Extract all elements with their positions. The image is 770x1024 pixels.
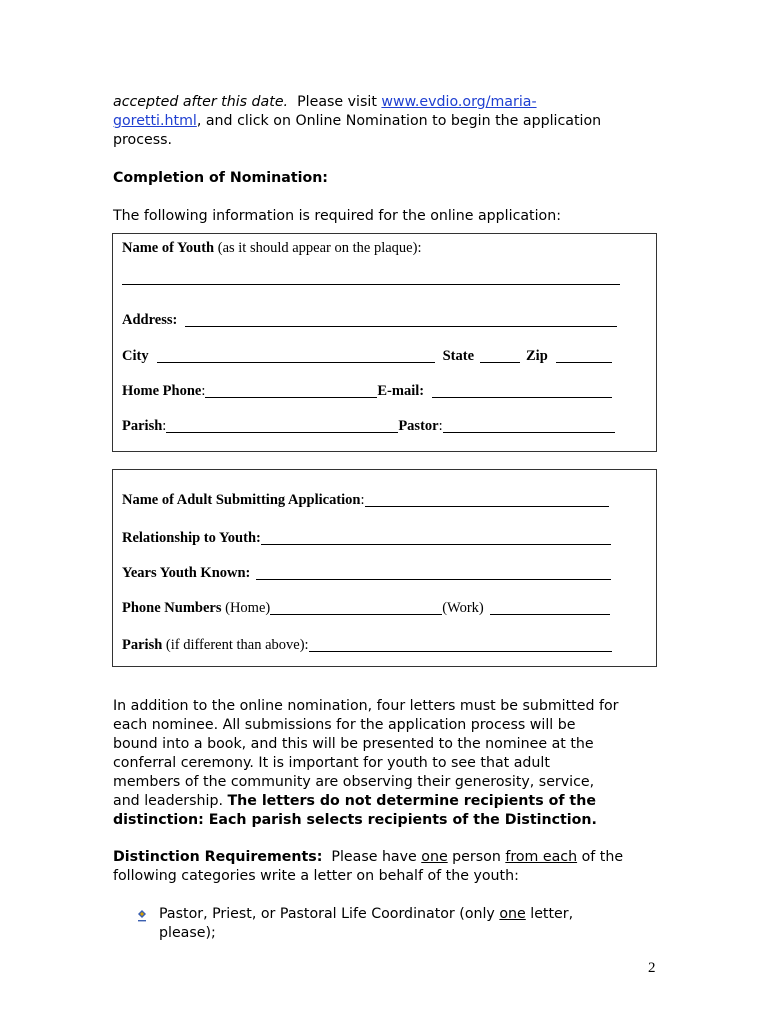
parish-pastor-row [122, 418, 615, 435]
city-label: City [122, 348, 149, 364]
address-field[interactable] [185, 326, 617, 327]
letters-line: conferral ceremony. It is important for youth to see that adult [113, 755, 550, 771]
nomination-link-part-1[interactable]: www.evdio.org/maria- [381, 94, 537, 110]
relationship-field[interactable] [261, 544, 611, 545]
years-known-row [122, 565, 611, 582]
requirements-text-1: Please have [322, 849, 422, 865]
pastor-label: Pastor [398, 418, 439, 434]
adult-work-phone-field[interactable] [490, 614, 610, 615]
parish-field[interactable] [166, 432, 398, 433]
adult-parish-field[interactable] [309, 651, 612, 652]
parish-label: Parish [122, 418, 163, 434]
state-label: State [442, 348, 475, 364]
adult-name-colon: : [360, 492, 365, 508]
parish-colon: : [162, 418, 167, 434]
zip-label: Zip [526, 348, 548, 364]
state-field[interactable] [480, 362, 520, 363]
bullet-list-item [159, 905, 679, 943]
bullet-text-2: letter, [525, 906, 574, 922]
intro-text: Please visit [297, 94, 382, 110]
pastor-colon: : [438, 418, 443, 434]
letters-line: bound into a book, and this will be presented to the nominee at the [113, 736, 594, 752]
relationship-label: Relationship to Youth: [122, 530, 261, 546]
youth-name-label: Name of Youth [122, 240, 215, 256]
home-note: (Home) [225, 600, 271, 616]
requirements-line-1 [113, 848, 693, 867]
pastor-field[interactable] [443, 432, 615, 433]
address-row [122, 312, 617, 329]
bullet-text-1: Pastor, Priest, or Pastoral Life Coordinator (only [159, 906, 500, 922]
letters-line: In addition to the online nomination, four letters must be submitted for [113, 698, 619, 714]
letters-line [113, 792, 693, 811]
letters-line: members of the community are observing their generosity, service, [113, 774, 595, 790]
intro-text-after: , and click on Online Nomination to begin the application [196, 113, 602, 129]
requirements-text-3: of the [577, 849, 624, 865]
letters-line-start: and leadership. [113, 793, 228, 809]
requirements-text-2: person [447, 849, 506, 865]
years-known-label: Years Youth Known: [122, 565, 251, 581]
address-label: Address: [122, 312, 178, 328]
adult-name-label: Name of Adult Submitting Application [122, 492, 361, 508]
work-note: (Work) [442, 600, 484, 616]
letters-line: each nominee. All submissions for the application process will be [113, 717, 576, 733]
required-info-text: The following information is required for the online application: [113, 208, 562, 224]
bullet-underline-one: one [499, 906, 526, 922]
letters-bold-2: distinction: Each parish selects recipients of the Distinction. [113, 812, 597, 828]
phone-email-row [122, 383, 612, 400]
email-label: E-mail: [377, 383, 425, 399]
email-field[interactable] [432, 397, 612, 398]
city-field[interactable] [157, 362, 435, 363]
intro-italic: accepted after this date. [113, 94, 289, 110]
requirements-underline-from-each: from each [505, 849, 578, 865]
requirements-line-2: following categories write a letter on behalf of the youth: [113, 868, 519, 884]
requirements-underline-one: one [421, 849, 448, 865]
page-number: 2 [648, 960, 656, 976]
intro-line-2 [113, 112, 673, 131]
youth-name-field[interactable] [122, 284, 620, 287]
bullet-line-2: please); [159, 925, 216, 941]
home-phone-label: Home Phone [122, 383, 202, 399]
adult-parish-label: Parish [122, 637, 163, 653]
intro-line-1 [113, 93, 673, 112]
adult-phone-row [122, 600, 610, 617]
bullet-line-1 [159, 905, 679, 924]
intro-line-3: process. [113, 132, 173, 148]
years-known-field[interactable] [256, 579, 611, 580]
relationship-row [122, 530, 611, 547]
adult-phone-label: Phone Numbers [122, 600, 222, 616]
letters-paragraph [113, 697, 693, 830]
bullet-icon [137, 909, 147, 923]
city-state-zip-row [122, 348, 612, 365]
completion-heading: Completion of Nomination: [113, 170, 328, 186]
adult-home-phone-field[interactable] [270, 614, 442, 615]
letters-bold-1: The letters do not determine recipients of the [227, 793, 596, 809]
adult-parish-row [122, 637, 612, 654]
home-phone-colon: : [201, 383, 206, 399]
home-phone-field[interactable] [205, 397, 377, 398]
requirements-heading: Distinction Requirements: [113, 849, 323, 865]
adult-name-field[interactable] [365, 506, 609, 507]
intro-paragraph [113, 93, 673, 150]
zip-field[interactable] [556, 362, 612, 363]
youth-name-label-row [122, 240, 421, 257]
youth-name-note: (as it should appear on the plaque): [217, 240, 422, 256]
adult-name-row [122, 492, 609, 509]
requirements-paragraph [113, 848, 693, 886]
nomination-link-part-2[interactable]: goretti.html [113, 113, 197, 129]
adult-parish-note: (if different than above): [165, 637, 309, 653]
